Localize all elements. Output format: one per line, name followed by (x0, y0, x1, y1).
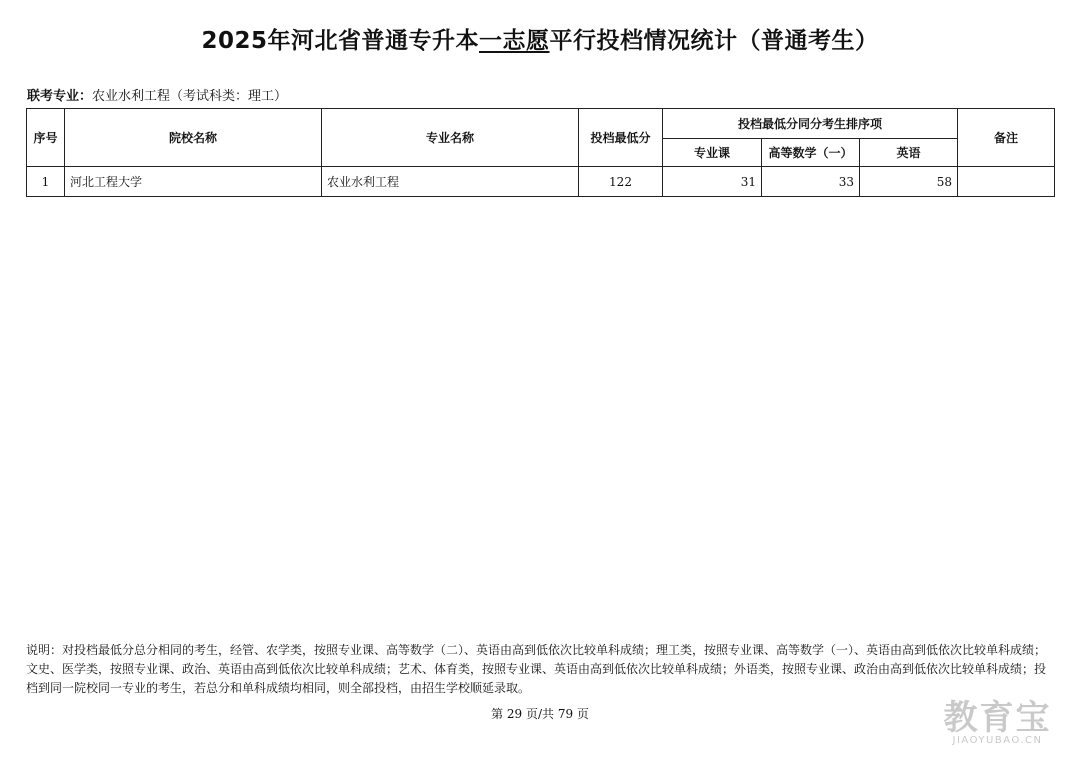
header-remark: 备注 (958, 109, 1055, 167)
watermark-logo (930, 690, 1065, 746)
table-row (27, 167, 1055, 197)
cell-school: 河北工程大学 (65, 167, 322, 197)
header-math: 高等数学（一） (762, 139, 860, 167)
cell-remark (958, 167, 1055, 197)
admission-table (26, 108, 1055, 197)
header-school: 院校名称 (65, 109, 322, 167)
subject-value: 农业水利工程（考试科类：理工） (92, 89, 288, 104)
title-underlined: 一志愿 (479, 28, 550, 54)
cell-major: 农业水利工程 (322, 167, 579, 197)
subject-line (27, 85, 287, 104)
header-major: 专业名称 (322, 109, 579, 167)
subject-label: 联考专业： (27, 89, 93, 104)
header-index: 序号 (27, 109, 65, 167)
header-min-score: 投档最低分 (579, 109, 663, 167)
cell-min-score: 122 (579, 167, 663, 197)
title-part-1: 2025年河北省普通专升本 (201, 28, 479, 54)
header-tie-group: 投档最低分同分考生排序项 (663, 109, 958, 139)
cell-math: 33 (762, 167, 860, 197)
title-part-2: 平行投档情况统计（普通考生） (549, 28, 879, 54)
watermark-main: 教育宝 (943, 698, 1052, 738)
page-title (0, 22, 1080, 55)
header-major-course: 专业课 (663, 139, 762, 167)
footnote: 说明：对投档最低分总分相同的考生，经管、农学类，按照专业课、高等数学（二）、英语由高到低依次比较单科成绩；理工类，按照专业课、高等数学（一）、英语由高到低依次比较单科成绩；文史、医学类，按照专业课、政治、英语由高到低依次比较单科成绩；艺术、体育类，按照专业课、英语由高到低依次比较单科成绩；外语类，按照专业课、政治由高到低依次比较单科成绩；投档到同一院校同一专业的考生，若总分和单科成绩均相同，则全部投档，由招生学校顺延录取。 (26, 643, 1047, 695)
cell-index: 1 (27, 167, 65, 197)
cell-english: 58 (860, 167, 958, 197)
watermark-sub: JIAOYUBAO.CN (952, 735, 1043, 746)
page-number: 第 29 页/共 79 页 (491, 707, 589, 721)
table-header-row-1 (27, 109, 1055, 139)
header-english: 英语 (860, 139, 958, 167)
cell-major-course: 31 (663, 167, 762, 197)
